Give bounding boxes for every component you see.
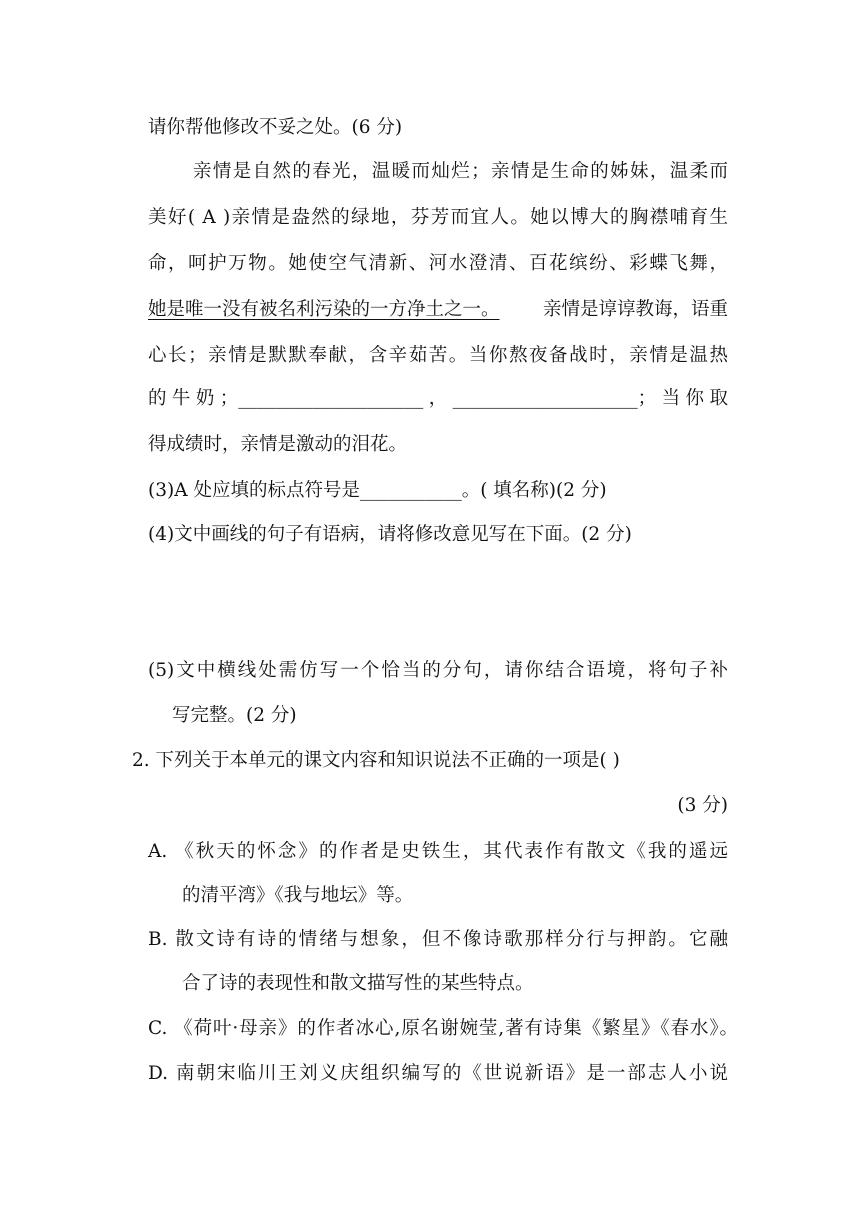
question-5-line-1: (5)文中横线处需仿写一个恰当的分句，请你结合语境，将句子补 bbox=[148, 660, 728, 681]
option-b-line-1: B. 散文诗有诗的情绪与想象，但不像诗歌那样分行与押韵。它融 bbox=[148, 929, 728, 950]
question-4: (4)文中画线的句子有语病，请将修改意见写在下面。(2 分) bbox=[148, 524, 632, 545]
question-5-line-2: 写完整。(2 分) bbox=[172, 705, 297, 726]
option-b-line-2: 合了诗的表现性和散文描写性的某些特点。 bbox=[182, 973, 534, 994]
option-a-line-2: 的清平湾》《我与地坛》等。 bbox=[182, 885, 414, 906]
q2-score: (3 分) bbox=[677, 795, 728, 816]
passage-line-5: 心长；亲情是默默奉献，含辛茹苦。当你熬夜备战时，亲情是温热 bbox=[148, 345, 728, 366]
option-a-line-1: A. 《秋天的怀念》的作者是史铁生，其代表作有散文《我的遥远 bbox=[148, 841, 728, 862]
intro-instruction: 请你帮他修改不妥之处。(6 分) bbox=[148, 117, 403, 138]
passage-line-7: 得成绩时，亲情是激动的泪花。 bbox=[148, 434, 408, 455]
passage-line-2: 美好( A )亲情是盎然的绿地，芬芳而宜人。她以博大的胸襟哺育生 bbox=[148, 207, 728, 228]
option-d: D. 南朝宋临川王刘义庆组织编写的《世说新语》是一部志人小说 bbox=[148, 1063, 728, 1084]
underlined-sentence: 她是唯一没有被名利污染的一方净土之一。 bbox=[148, 299, 500, 320]
passage-line-4 bbox=[148, 297, 728, 323]
question-3: (3)A 处应填的标点符号是___________。( 填名称)(2 分) bbox=[148, 480, 607, 501]
passage-line-1: 亲情是自然的春光，温暖而灿烂；亲情是生命的姊妹，温柔而 bbox=[193, 161, 728, 182]
passage-line-6: 的牛奶；____________________，____________________；当你取 bbox=[148, 388, 728, 409]
option-c: C. 《荷叶·母亲》的作者冰心,原名谢婉莹,著有诗集《繁星》《春水》。 bbox=[148, 1018, 738, 1039]
passage-line-4-rest: 亲情是谆谆教诲，语重 bbox=[542, 299, 728, 320]
passage-line-3: 命，呵护万物。她使空气清新、河水澄清、百花缤纷、彩蝶飞舞， bbox=[148, 253, 728, 274]
q2-stem: 2. 下列关于本单元的课文内容和知识说法不正确的一项是( ) bbox=[132, 750, 620, 771]
